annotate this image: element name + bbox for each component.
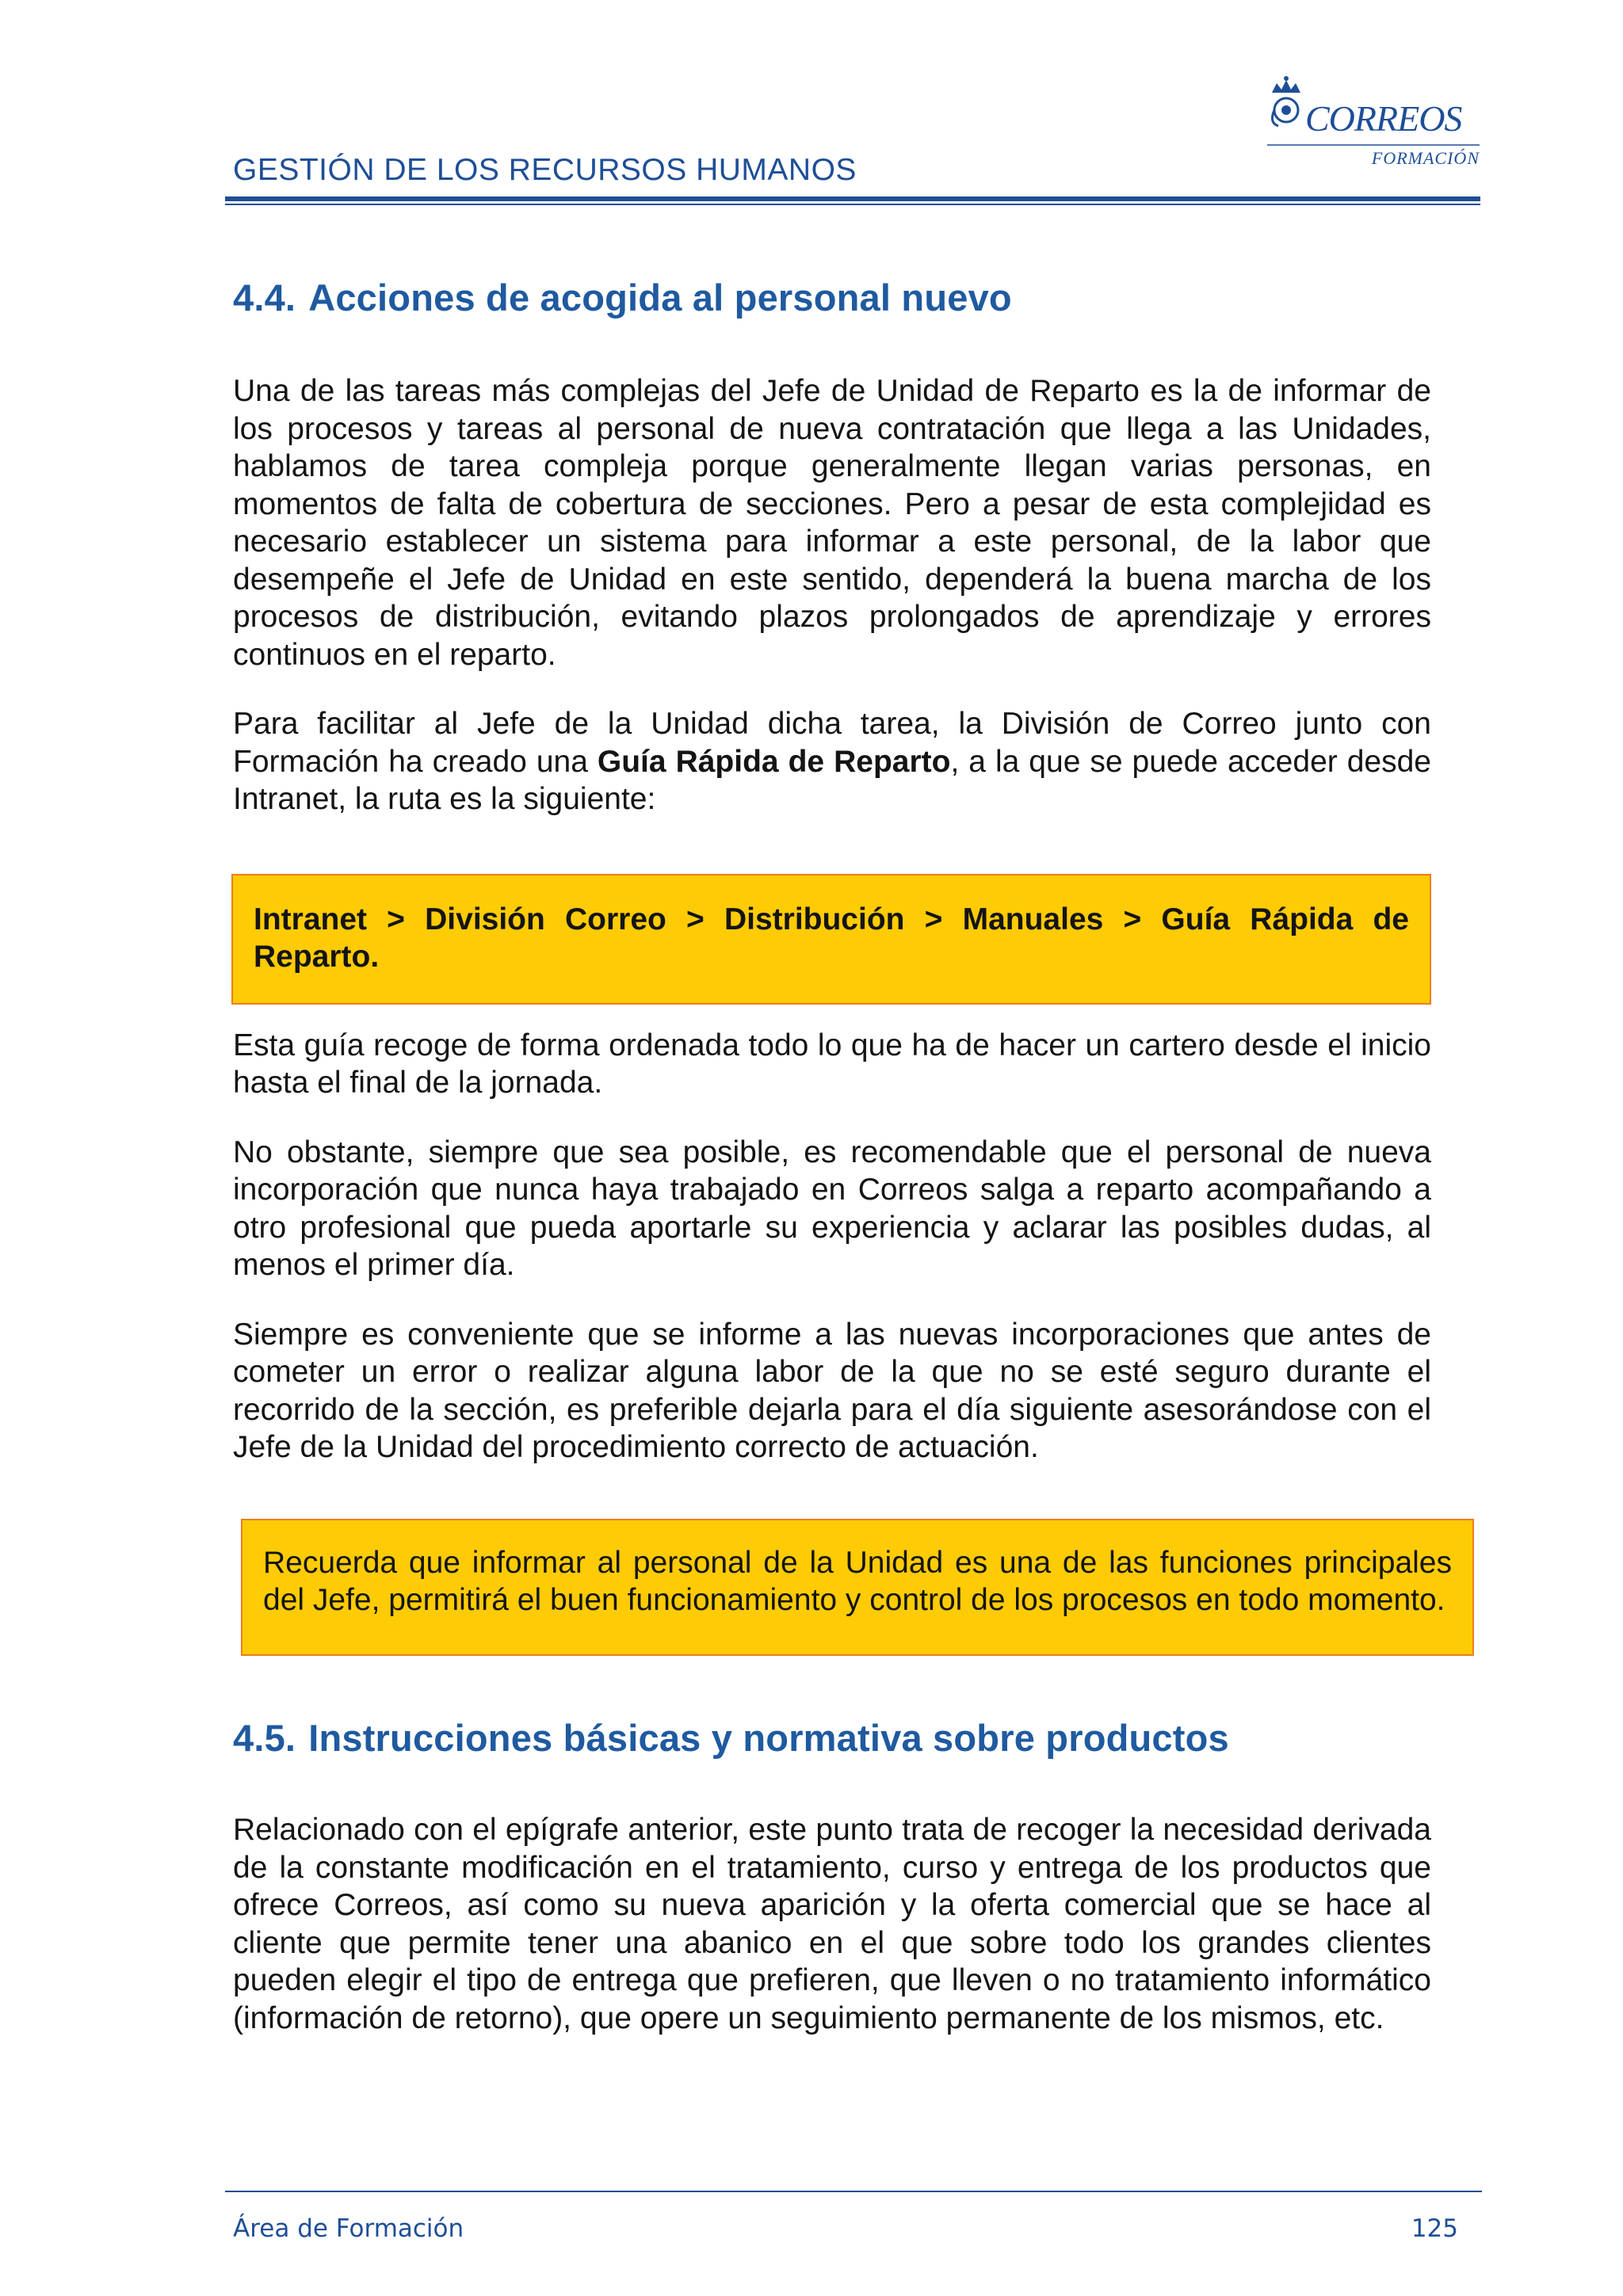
paragraph: Relacionado con el epígrafe anterior, este punto trata de recoger la necesidad derivada de la constante modificación en el tratamiento, curso y entrega de los productos que ofrece Correos, así como su nueva aparición y la oferta comercial que se hace al cliente que permite tener una abanico en el que sobre todo los grandes clientes pueden elegir el tipo de entrega que prefieren, que lleven o no tratamiento informático (información de retorno), que opere un seguimiento permanente de los mismos, etc. bbox=[233, 1813, 1431, 2035]
page-content bbox=[233, 276, 1452, 2069]
correos-formacion-logo bbox=[1264, 75, 1482, 174]
paragraph: No obstante, siempre que sea posible, es recomendable que el personal de nueva incorporación que nunca haya trabajado en Correos salga a reparto acompañando a otro profesional que pueda aportarle su experiencia y aclarar las posibles dudas, al menos el primer día. bbox=[233, 1135, 1431, 1283]
guide-name: Guía Rápida de Reparto bbox=[597, 744, 951, 779]
header-rule bbox=[225, 196, 1480, 201]
page-number: 125 bbox=[1411, 2214, 1458, 2243]
logo-subtitle-text: FORMACIÓN bbox=[1371, 148, 1480, 168]
header-rule-thin bbox=[225, 204, 1480, 205]
text-span: , a la que se puede acceder desde Intranet, la ruta es la siguiente: bbox=[233, 744, 1431, 817]
route-callout: Intranet > División Correo > Distribución > Manuales > Guía Rápida de Reparto. bbox=[231, 874, 1431, 1005]
footer-area-label: Área de Formación bbox=[233, 2214, 464, 2243]
section-number: 4.4. bbox=[233, 277, 296, 318]
logo-brand-text: CORREOS bbox=[1305, 98, 1462, 139]
section-heading-4-5 bbox=[233, 1716, 1431, 1760]
paragraph: Esta guía recoge de forma ordenada todo lo que ha de hacer un cartero desde el inicio hasta el final de la jornada. bbox=[233, 1028, 1431, 1100]
text-span: Para facilitar al Jefe de la Unidad dicha tarea, la División de Correo junto con Formación ha creado una bbox=[233, 707, 1431, 779]
running-header-title: GESTIÓN DE LOS RECURSOS HUMANOS bbox=[233, 153, 857, 187]
section-heading-4-4 bbox=[233, 276, 1431, 320]
section-title: Instrucciones básicas y normativa sobre productos bbox=[308, 1716, 1229, 1759]
crown-posthorn-icon bbox=[1272, 76, 1300, 126]
paragraph: Siempre es conveniente que se informe a las nuevas incorporaciones que antes de cometer un error o realizar alguna labor de la que no se esté seguro durante el recorrido de la sección, es preferible dejarla para el día siguiente asesorándose con el Jefe de la Unidad del procedimiento correcto de actuación. bbox=[233, 1317, 1431, 1465]
section-title: Acciones de acogida al personal nuevo bbox=[308, 277, 1012, 318]
footer-rule bbox=[225, 2191, 1482, 2192]
section-number: 4.5. bbox=[233, 1716, 296, 1759]
paragraph-guide-intro bbox=[233, 705, 1431, 818]
paragraph: Una de las tareas más complejas del Jefe de Unidad de Reparto es la de informar de los procesos y tareas al personal de nueva contratación que llega a las Unidades, hablamos de tarea compleja porque generalmente llegan varias personas, en momentos de falta de cobertura de secciones. Pero a pesar de esta complejidad es necesario establecer un sistema para informar a este personal, de la labor que desempeñe el Jefe de Unidad en este sentido, dependerá la buena marcha de los procesos de distribución, evitando plazos prolongados de aprendizaje y errores continuos en el reparto. bbox=[233, 374, 1431, 672]
reminder-callout: Recuerda que informar al personal de la Unidad es una de las funciones principales del Jefe, permitirá el buen funcionamiento y control de los procesos en todo momento. bbox=[241, 1519, 1474, 1656]
